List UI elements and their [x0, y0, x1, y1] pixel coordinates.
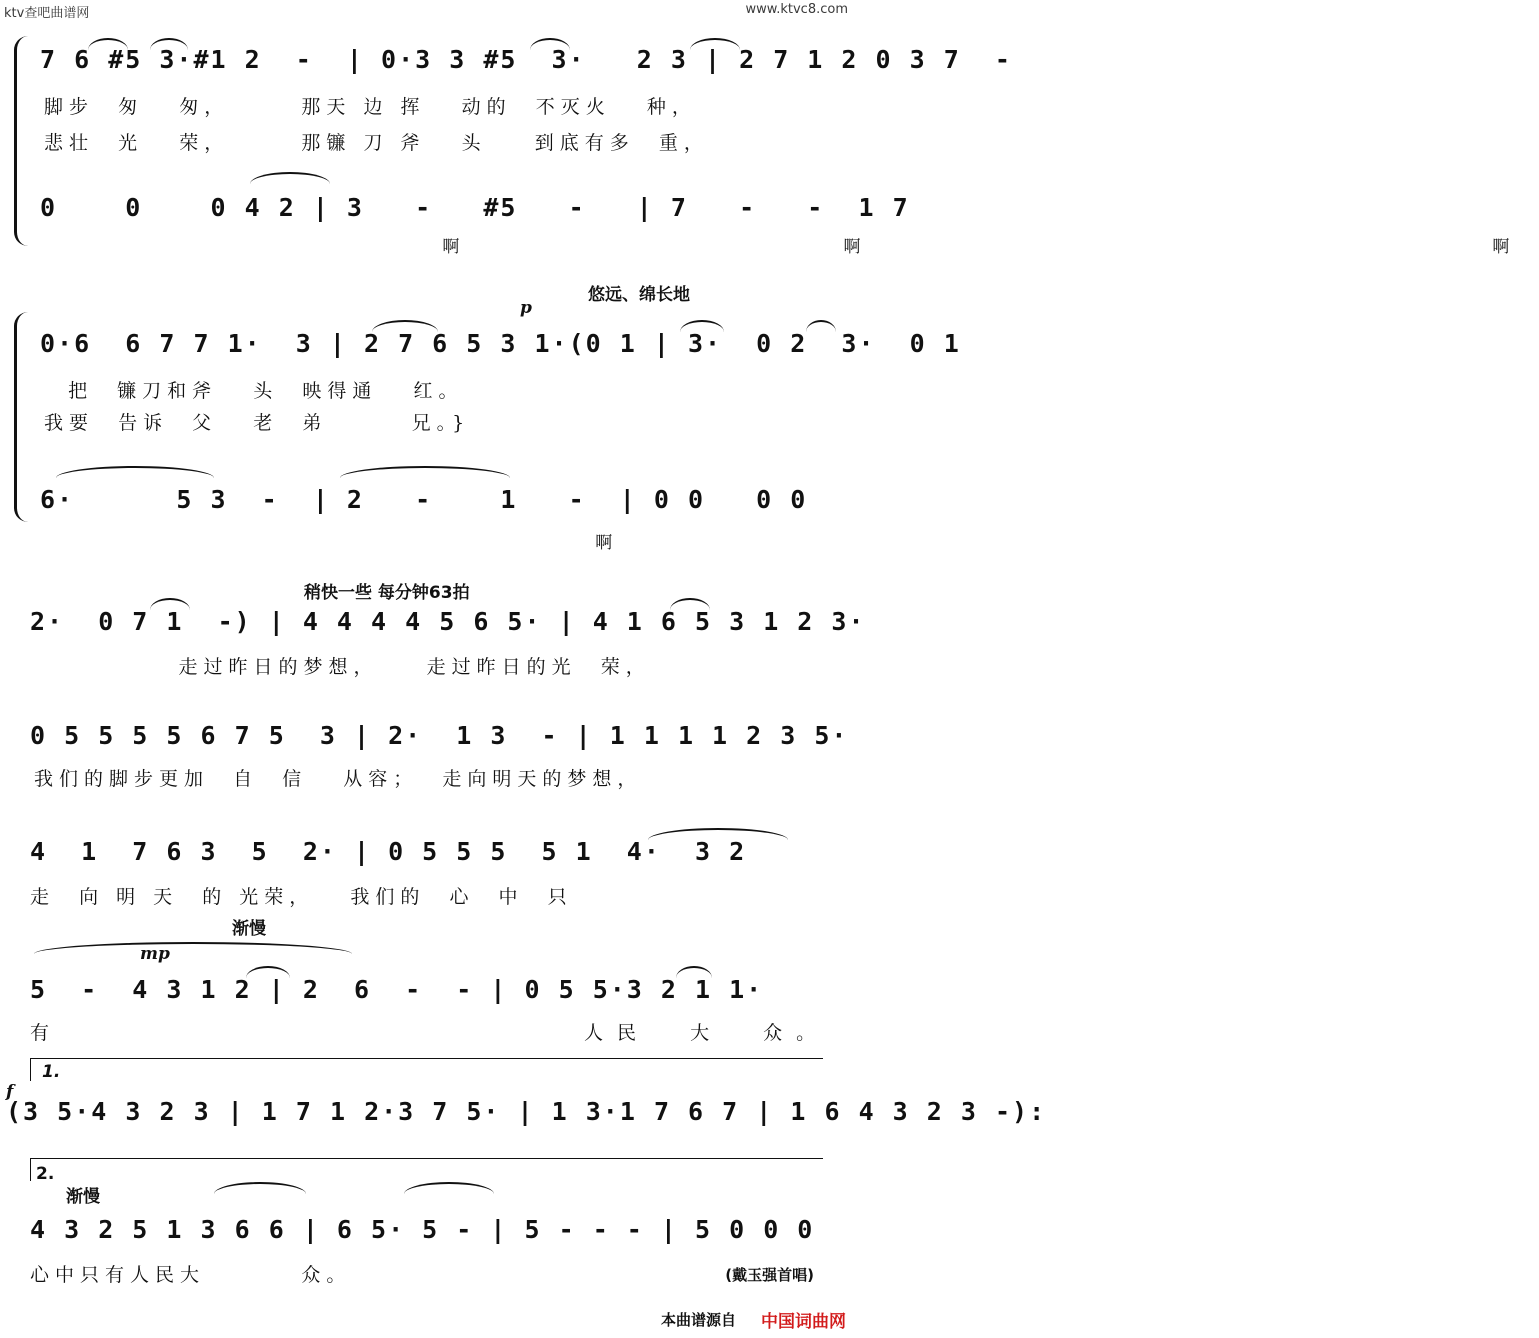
lower-staff: 0 0 0 4 2 | 3 - #5 - | 7 - - 1 7 — [40, 192, 910, 222]
volta-number: 1. — [42, 1062, 61, 1082]
slur — [246, 966, 290, 978]
tempo-marking: 渐慢 — [66, 1187, 100, 1207]
tempo-marking: 悠远、绵长地 — [588, 285, 690, 305]
volta-bracket-1 — [30, 1058, 823, 1081]
system-3 — [0, 576, 866, 686]
footer-source-site[interactable]: 中国词曲网 — [761, 1312, 846, 1332]
lower-lyric: 啊 — [318, 533, 623, 553]
slur — [150, 598, 190, 610]
upper-staff: 0·6 6 7 7 1· 3 | 2 7 6 5 3 1·(0 1 | 3· 0 2 3· 0 1 — [40, 328, 961, 358]
melody-line: 0 5 5 5 5 6 7 5 3 | 2· 1 3 - | 1 1 1 1 2 3 5· — [30, 720, 849, 750]
slur — [34, 942, 352, 954]
lyric-line-1: 把 镰刀和斧 头 映得通 红。 — [44, 380, 464, 402]
slur — [648, 828, 788, 840]
melody-line: (3 5·4 3 2 3 | 1 7 1 2·3 7 5· | 1 3·1 7 6 7 | 1 6 4 3 2 3 -): — [6, 1096, 1047, 1126]
lyric-line: 走过昨日的梦想， 走过昨日的光 荣， — [34, 656, 651, 678]
system-6 — [0, 914, 854, 1044]
slur — [530, 38, 570, 50]
performer-credit: (戴玉强首唱) — [725, 1266, 814, 1284]
system-5 — [0, 828, 854, 928]
system-7 — [0, 1058, 1047, 1148]
system-brace — [14, 36, 31, 246]
dynamic-marking: p — [520, 298, 532, 318]
tempo-marking: 渐慢 — [232, 919, 266, 939]
lyric-line: 我们的脚步更加 自 信 从容； 走向明天的梦想， — [34, 768, 643, 790]
slur — [372, 320, 438, 332]
volta-bracket-2 — [30, 1158, 823, 1181]
slur — [670, 598, 710, 610]
slur — [680, 320, 724, 332]
slur — [676, 966, 712, 978]
slur — [690, 38, 740, 50]
lower-lyric: 啊 啊 啊 — [230, 237, 1539, 257]
lyric-line: 走 向 明 天 的 光荣， 我们的 心 中 只 — [30, 886, 573, 908]
slur — [404, 1182, 494, 1194]
system-8 — [0, 1158, 854, 1298]
slur — [150, 38, 188, 50]
slur — [56, 466, 214, 478]
system-2 — [0, 280, 961, 553]
watermark-right: www.ktvc8.com — [745, 2, 848, 17]
footer-source-label: 本曲谱源自 — [660, 1311, 736, 1329]
lyric-line: 有 人民 大 众。 — [30, 1022, 830, 1044]
slur — [340, 466, 510, 478]
system-1 — [0, 30, 1539, 260]
dynamic-marking: f — [6, 1082, 14, 1102]
system-4 — [0, 712, 854, 812]
slur — [806, 320, 836, 332]
lyric-line: 心中只有人民大 众。 — [30, 1264, 352, 1286]
lyric-line-2: 我要 告诉 父 老 弟 兄。} — [44, 412, 471, 434]
slur — [250, 172, 330, 184]
lyric-line-1: 脚步 匆 匆， 那天 边 挥 动的 不灭火 种， — [44, 96, 697, 118]
melody-line: 4 3 2 5 1 3 6 6 | 6 5· 5 - | 5 - - - | 5 0 0 0 — [30, 1214, 815, 1244]
melody-line: 5 - 4 3 1 2 | 2 6 - - | 0 5 5·3 2 1 1· — [30, 974, 764, 1004]
dynamic-marking: mp — [140, 944, 170, 964]
melody-line: 4 1 7 6 3 5 2· | 0 5 5 5 5 1 4· 3 2 — [30, 836, 747, 866]
slur — [214, 1182, 306, 1194]
system-brace — [14, 312, 31, 522]
watermark-left: ktv查吧曲谱网 — [4, 6, 90, 21]
upper-staff: 7 6 #5 3·#1 2 - | 0·3 3 #5 3· 2 3 | 2 7 1 2 0 3 7 - — [40, 44, 1012, 74]
lower-staff: 6· 5 3 - | 2 - 1 - | 0 0 0 0 — [40, 484, 808, 514]
volta-number: 2. — [36, 1164, 55, 1184]
tempo-marking: 稍快一些 每分钟63拍 — [304, 583, 470, 603]
lyric-line-2: 悲壮 光 荣， 那镰 刀 斧 头 到底有多 重， — [44, 132, 709, 154]
melody-line: 2· 0 7 1 -) | 4 4 4 4 5 6 5· | 4 1 6 5 3 1 2 3· — [30, 606, 866, 636]
slur — [88, 38, 128, 50]
